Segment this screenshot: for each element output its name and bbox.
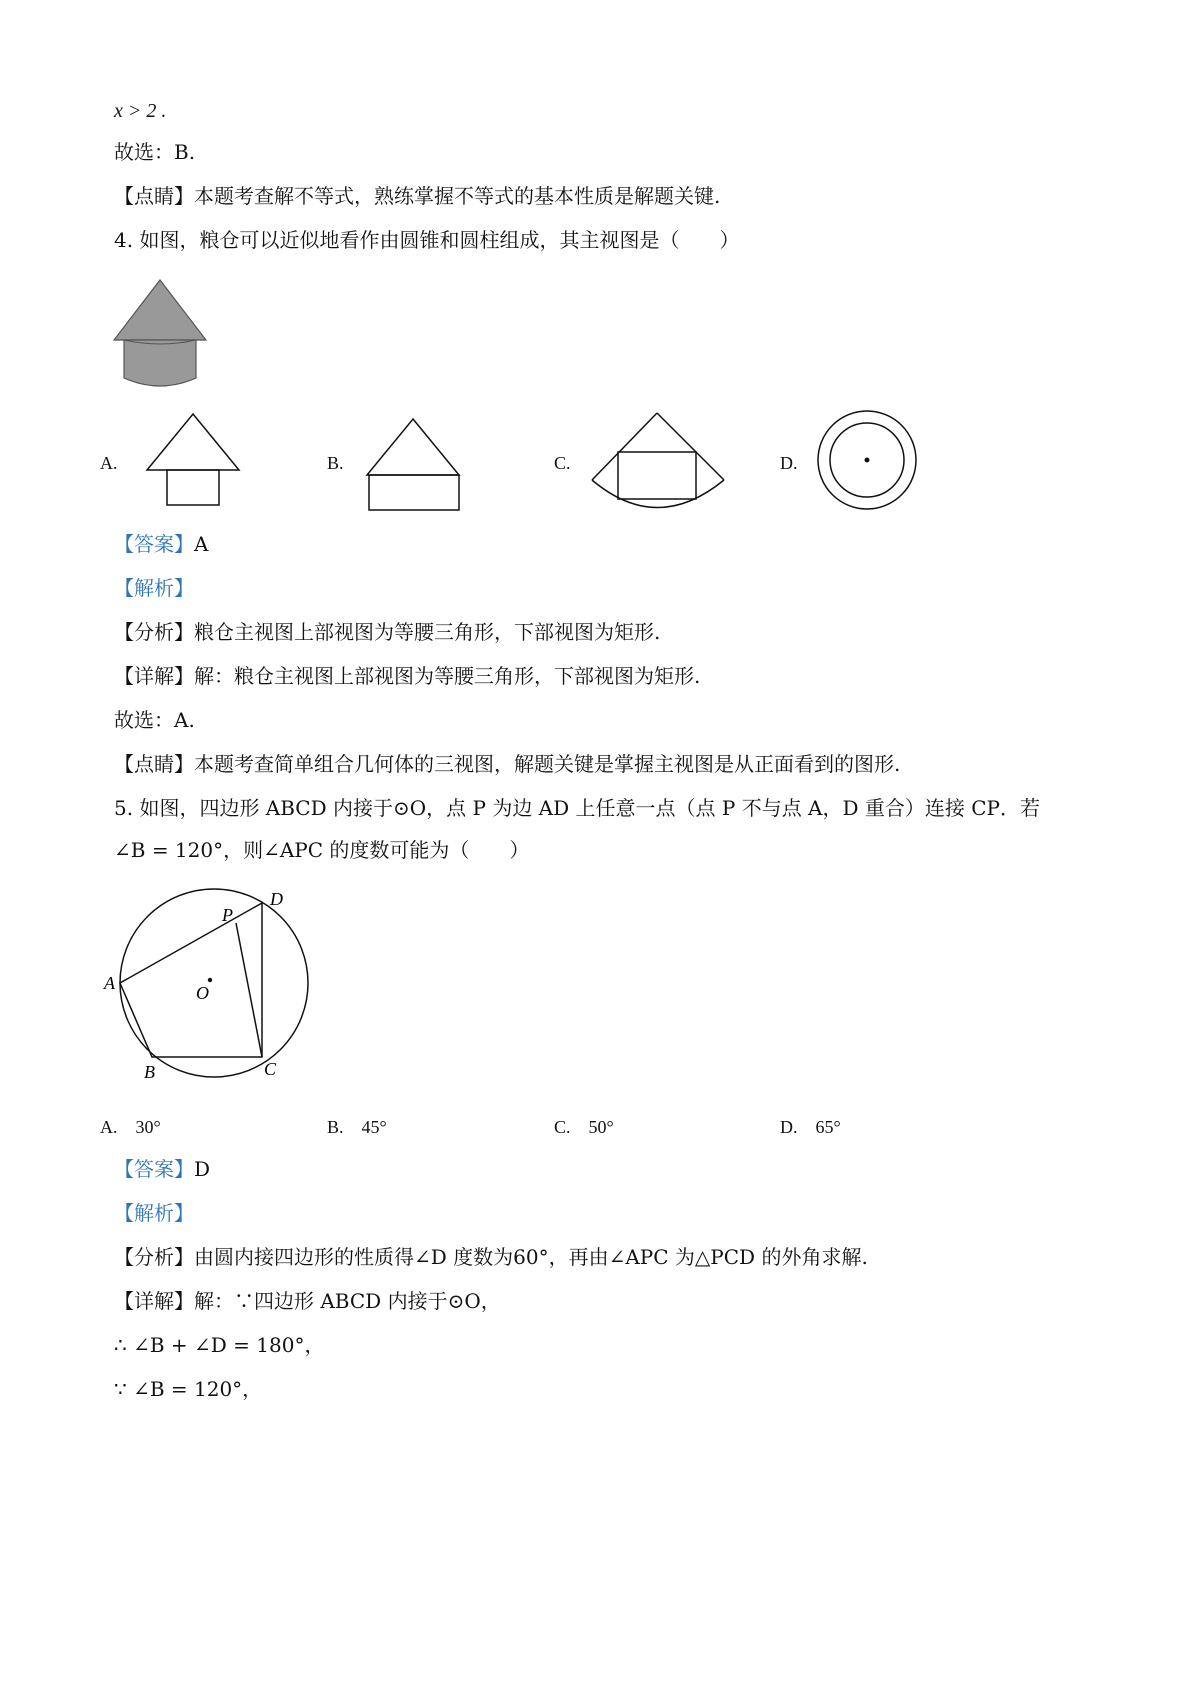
quadrilateral-abcd	[120, 903, 262, 1057]
answer-value: A	[194, 532, 209, 556]
inscribed-quadrilateral-figure	[100, 885, 320, 1085]
fenxi-tag: 【分析】	[114, 620, 194, 644]
q4-option-c-figure	[590, 410, 730, 520]
q4-option-b-figure	[365, 415, 465, 515]
q4-answer	[114, 530, 208, 558]
segment-cp	[236, 923, 262, 1057]
fenxi-text: 粮仓主视图上部视图为等腰三角形，下部视图为矩形.	[194, 620, 661, 644]
label-b: B	[144, 1062, 155, 1082]
q5-fenxi	[114, 1243, 868, 1271]
comment-tag: 【点睛】	[114, 184, 194, 208]
label-c: C	[264, 1059, 277, 1079]
xiangjie-tag: 【详解】	[114, 1289, 194, 1313]
label-o: O	[196, 983, 209, 1003]
q5-option-c: C. 50°	[554, 1117, 614, 1137]
q5-analysis-heading: 【解析】	[114, 1201, 194, 1225]
answer-tag: 【答案】	[114, 1157, 194, 1181]
q4-option-d-label: D.	[780, 453, 798, 473]
choice-line: 故选：B.	[114, 140, 196, 164]
q4-option-b-label: B.	[327, 453, 344, 473]
question-5-line-2: ∠B = 120°，则∠APC 的度数可能为（ ）	[114, 838, 530, 862]
comment-line	[114, 182, 720, 210]
q4-analysis-heading: 【解析】	[114, 576, 194, 600]
fenxi-tag: 【分析】	[114, 1245, 194, 1269]
q5-option-b: B. 45°	[327, 1117, 387, 1137]
xiangjie-text: 解：∵四边形 ABCD 内接于⊙O，	[194, 1289, 501, 1313]
q4-fenxi	[114, 618, 660, 646]
q5-answer	[114, 1155, 210, 1183]
q5-step-2: ∵ ∠B = 120°，	[114, 1377, 263, 1401]
q4-dianjing	[114, 750, 900, 778]
q4-option-d-figure	[815, 408, 920, 513]
q4-xiangjie	[114, 662, 700, 690]
q5-xiangjie	[114, 1287, 501, 1315]
fenxi-text: 由圆内接四边形的性质得∠D 度数为60°，再由∠APC 为△PCD 的外角求解.	[194, 1245, 868, 1269]
inequality-result: x > 2 .	[114, 100, 167, 122]
label-p: P	[222, 905, 233, 925]
q5-option-d: D. 65°	[780, 1117, 841, 1137]
granary-cone	[114, 280, 206, 340]
dianjing-tag: 【点睛】	[114, 752, 194, 776]
q4-option-a-figure	[145, 410, 245, 510]
dianjing-text: 本题考查简单组合几何体的三视图，解题关键是掌握主视图是从正面看到的图形.	[194, 752, 901, 776]
answer-value: D	[194, 1157, 211, 1181]
label-a: A	[104, 973, 115, 993]
xiangjie-tag: 【详解】	[114, 664, 194, 688]
granary-cylinder	[124, 340, 196, 386]
question-4: 4. 如图，粮仓可以近似地看作由圆锥和圆柱组成，其主视图是（ ）	[114, 228, 740, 252]
q4-option-c-label: C.	[554, 453, 571, 473]
q5-step-1: ∴ ∠B + ∠D = 180°，	[114, 1333, 325, 1357]
question-5-line-1: 5. 如图，四边形 ABCD 内接于⊙O，点 P 为边 AD 上任意一点（点 P 不与点 A，D 重合）连接 CP．若	[114, 796, 1041, 820]
q5-option-a: A. 30°	[100, 1117, 161, 1137]
answer-tag: 【答案】	[114, 532, 194, 556]
label-d: D	[270, 889, 283, 909]
granary-figure	[110, 278, 210, 393]
q4-option-a-label: A.	[100, 453, 118, 473]
q4-choice: 故选：A.	[114, 708, 195, 732]
xiangjie-text: 解：粮仓主视图上部视图为等腰三角形，下部视图为矩形.	[194, 664, 701, 688]
comment-text: 本题考查解不等式，熟练掌握不等式的基本性质是解题关键.	[194, 184, 721, 208]
